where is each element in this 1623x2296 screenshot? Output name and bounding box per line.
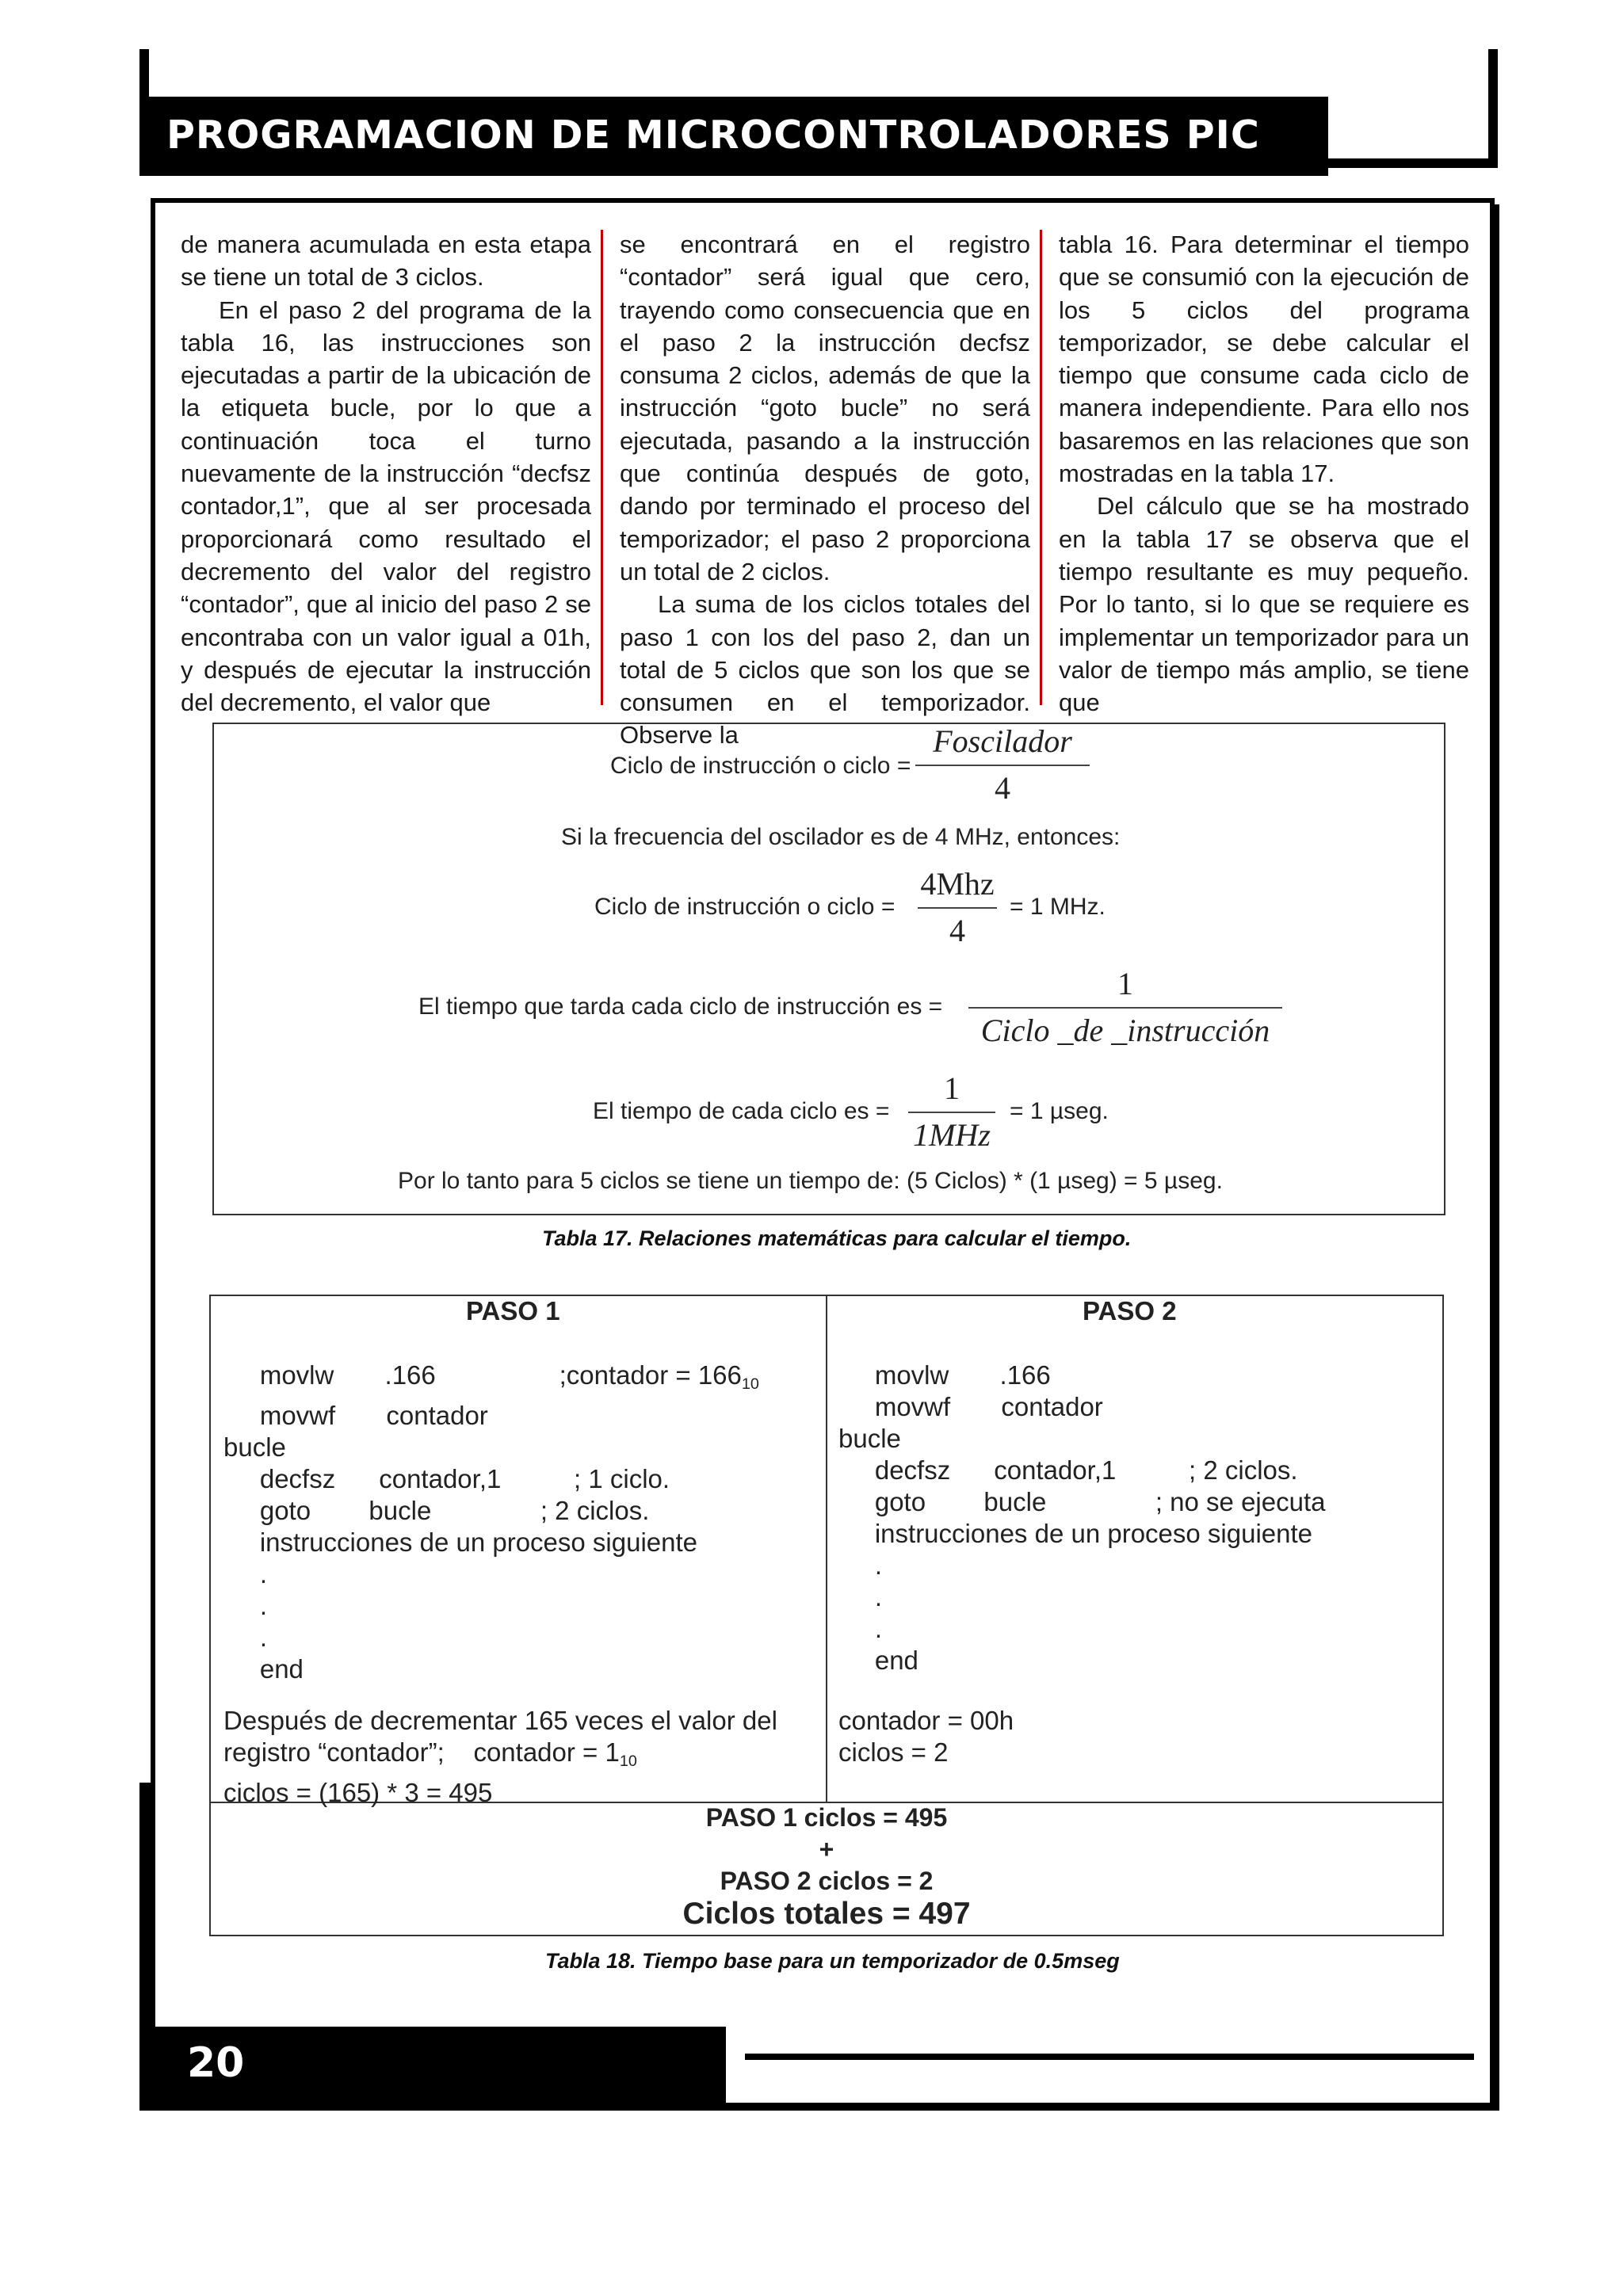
code-line: instrucciones de un proceso siguiente (838, 1519, 1313, 1548)
paso-2-title: PASO 2 (1083, 1296, 1177, 1325)
code-line-text: movlw .166 ;contador = 166 (223, 1360, 742, 1390)
table-divider-vertical (826, 1295, 827, 1803)
paso-2-notes (838, 1705, 1014, 1768)
formula-label: Ciclo de instrucción o ciclo = (594, 894, 896, 920)
fraction-bar (918, 907, 997, 909)
fraction-denominator: 1MHz (913, 1117, 991, 1153)
fraction-bar (908, 1112, 995, 1113)
frame-shadow (1491, 204, 1499, 2107)
sum-total: Ciclos totales = 497 (682, 1897, 971, 1931)
text-column-2 (620, 228, 1030, 752)
text-column-1 (181, 228, 591, 719)
note-line: Después de decrementar 165 veces el valor del (223, 1706, 777, 1735)
formula-label: El tiempo de cada ciclo es = (593, 1098, 890, 1124)
footer-rule (745, 2054, 1474, 2060)
code-line: . (838, 1614, 883, 1643)
fraction-numerator (918, 865, 997, 902)
code-line: movwf contador (838, 1392, 1103, 1421)
fraction-bar (915, 765, 1090, 766)
subscript: 10 (741, 1375, 759, 1393)
formula-text: Si la frecuencia del oscilador es de 4 MHz, entonces: (561, 824, 1121, 850)
code-line: . (223, 1559, 268, 1589)
formula-fraction (915, 723, 1090, 807)
paragraph: Del cálculo que se ha mostrado en la tabla 17 se observa que el tiempo resultante es muy pequeño. Por lo tanto, si lo que se requiere es implementar un temporizador para un valor de tiempo más amplio, se tiene que (1059, 492, 1469, 717)
code-line: goto bucle ; no se ejecuta (838, 1487, 1326, 1516)
paso-1-title: PASO 1 (466, 1296, 560, 1325)
column-divider (601, 230, 603, 705)
note-line-text: registro “contador”; contador = 1 (223, 1737, 620, 1767)
sum-paso-2: PASO 2 ciclos = 2 (720, 1867, 934, 1895)
code-line: bucle (838, 1424, 901, 1453)
fraction-numerator: 1 (944, 1070, 960, 1106)
code-line: decfsz contador,1 ; 1 ciclo. (223, 1464, 670, 1493)
paragraph: La suma de los ciclos totales del paso 1 con los del paso 2, dan un total de 5 ciclos que son los que se consumen en el temporizador. Observe la (620, 590, 1030, 749)
fraction-bar (968, 1007, 1282, 1009)
formula-fraction (908, 1070, 995, 1154)
code-line: goto bucle ; 2 ciclos. (223, 1496, 650, 1525)
fraction-numerator: Foscilador (933, 723, 1072, 759)
note-line (223, 1737, 777, 1777)
code-line: instrucciones de un proceso siguiente (223, 1527, 698, 1557)
code-line: . (838, 1582, 883, 1611)
formula-label: El tiempo que tarda cada ciclo de instrucción es = (418, 994, 943, 1020)
code-line: . (223, 1623, 268, 1652)
fraction-denominator: 4 (995, 770, 1010, 806)
code-line: decfsz contador,1 ; 2 ciclos. (838, 1455, 1298, 1485)
paragraph: tabla 16. Para determinar el tiempo que se consumió con la ejecución de los 5 ciclos del programa temporizador, se debe calcular el tiempo que consume cada ciclo de manera independiente. Para ello nos basaremos en las relaciones que son mostradas en la tabla 17. (1059, 231, 1469, 488)
paragraph: se encontrará en el registro “contador” será igual que cero, trayendo como consecuencia que en el paso 2 la instrucción decfsz consuma 2 ciclos, además de que la instrucción “goto bucle” no será ejecutada, pasando a la instrucción que continúa después de goto, dando por terminado el proceso del temporizador; el paso 2 proporciona un total de 2 ciclos. (620, 231, 1030, 585)
sum-paso-1: PASO 1 ciclos = 495 (705, 1803, 948, 1832)
page-header-title: PROGRAMACION DE MICROCONTROLADORES PIC (166, 113, 1260, 158)
page-number: 20 (187, 2039, 245, 2087)
formula-fraction (918, 865, 997, 949)
code-line (223, 1360, 759, 1400)
tabla-17-caption: Tabla 17. Relaciones matemáticas para calcular el tiempo. (542, 1226, 1132, 1250)
formula-label: Ciclo de instrucción o ciclo = (610, 753, 911, 779)
fraction-numerator-text: 4Mhz (920, 866, 995, 902)
fraction-numerator: 1 (1117, 966, 1133, 1001)
paso-1-notes (223, 1705, 777, 1809)
note-line: contador = 00h (838, 1706, 1014, 1735)
paragraph: En el paso 2 del programa de la tabla 16, las instrucciones son ejecutadas a partir de la ubicación de la etiqueta bucle, por lo que a continuación toca el turno nuevamente de la instrucción “decfsz contador,1”, que al ser procesada proporcionará como resultado el decremento del valor del registro “contador”, que al inicio del paso 2 se encontraba con un valor igual a 01h, y después de ejecutar la instrucción del decremento, el valor que (181, 296, 591, 717)
subscript: 10 (619, 1753, 637, 1770)
fraction-denominator: 4 (949, 913, 965, 948)
code-line: . (223, 1591, 268, 1620)
code-line: . (838, 1550, 883, 1580)
paso-1-code (223, 1360, 759, 1685)
code-line: end (838, 1646, 918, 1675)
formula-text: Por lo tanto para 5 ciclos se tiene un tiempo de: (5 Ciclos) * (1 µseg) = 5 µseg. (398, 1168, 1223, 1194)
formula-result: = 1 µseg. (1010, 1098, 1109, 1124)
header-right-bar (1488, 49, 1498, 168)
paragraph: de manera acumulada en esta etapa se tiene un total de 3 ciclos. (181, 231, 591, 292)
note-line: ciclos = 2 (838, 1737, 949, 1767)
header-rule (1328, 158, 1498, 168)
code-line: bucle (223, 1432, 286, 1462)
paso-2-code (838, 1360, 1325, 1676)
footer-bottom-rule (139, 2104, 1499, 2111)
formula-result: = 1 MHz. (1010, 894, 1106, 920)
sum-plus: + (819, 1835, 834, 1863)
text-column-3 (1059, 228, 1469, 719)
code-line: movwf contador (223, 1401, 488, 1430)
formula-fraction (968, 965, 1282, 1049)
note-line: ciclos = (165) * 3 = 495 (223, 1778, 493, 1807)
code-line: end (223, 1654, 304, 1684)
column-divider (1040, 230, 1042, 705)
tabla-18-caption: Tabla 18. Tiempo base para un temporizador de 0.5mseg (545, 1949, 1120, 1973)
code-line: movlw .166 (838, 1360, 1051, 1390)
fraction-denominator: Ciclo _de _instrucción (980, 1013, 1270, 1048)
